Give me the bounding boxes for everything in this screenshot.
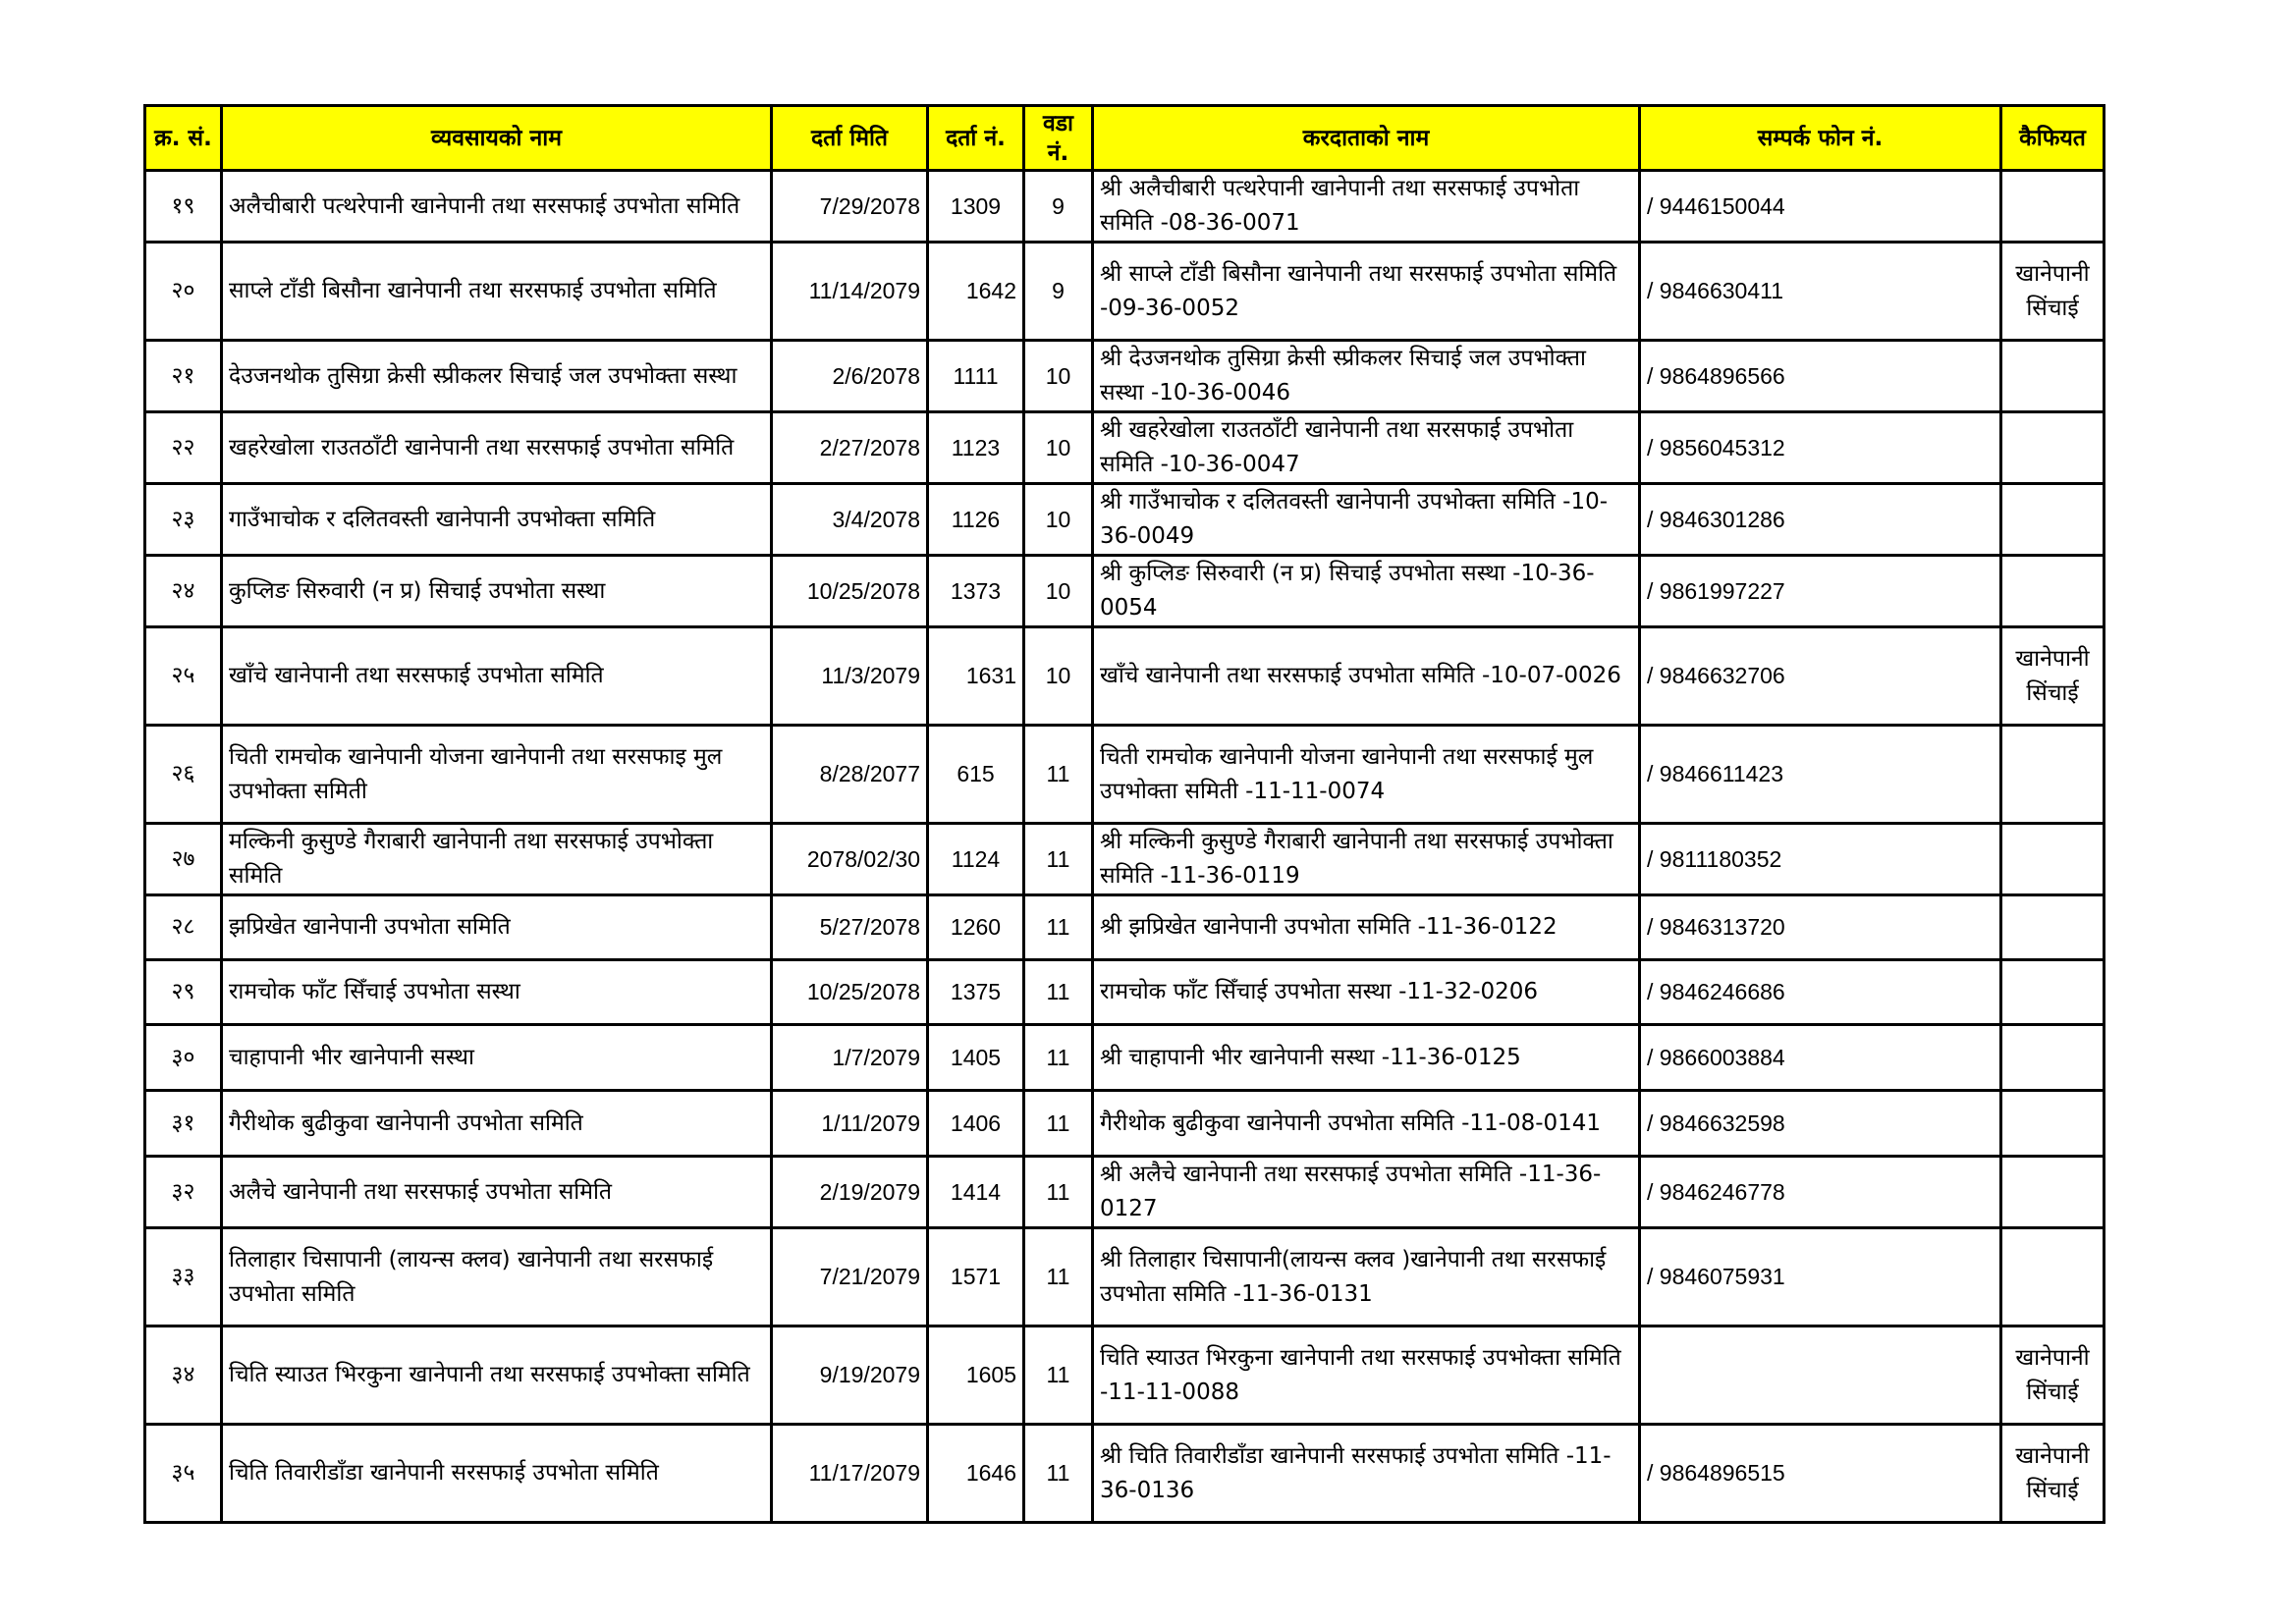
ward-number-cell: 10 xyxy=(1024,556,1093,627)
registration-date-cell: 7/29/2078 xyxy=(772,171,928,243)
taxpayer-name-cell: रामचोक फाँट सिँचाई उपभोता सस्था -11-32-0206 xyxy=(1093,960,1640,1025)
table-row xyxy=(145,243,2105,341)
business-name-cell: रामचोक फाँट सिँचाई उपभोता सस्था xyxy=(222,960,772,1025)
registration-date-cell: 2078/02/30 xyxy=(772,824,928,895)
serial-number-cell: २१ xyxy=(145,341,222,412)
taxpayer-name-cell: श्री देउजनथोक तुसिग्रा क्रेसी स्प्रीकलर सिचाई जल उपभोक्ता सस्था -10-36-0046 xyxy=(1093,341,1640,412)
remarks-cell xyxy=(2001,412,2105,484)
col-header-phone: सम्पर्क फोन नं. xyxy=(1640,106,2001,171)
registration-table xyxy=(143,104,2105,1524)
phone-cell: / 9864896515 xyxy=(1640,1425,2001,1523)
ward-number-cell: 10 xyxy=(1024,412,1093,484)
phone-cell: / 9811180352 xyxy=(1640,824,2001,895)
table-row xyxy=(145,412,2105,484)
table-row xyxy=(145,627,2105,726)
remarks-cell xyxy=(2001,1025,2105,1091)
table-row xyxy=(145,341,2105,412)
remarks-cell xyxy=(2001,726,2105,824)
registration-number-cell: 1405 xyxy=(928,1025,1024,1091)
serial-number-cell: ३३ xyxy=(145,1228,222,1326)
remarks-cell xyxy=(2001,171,2105,243)
taxpayer-name-cell: श्री खहरेखोला राउतठाँटी खानेपानी तथा सरसफाई उपभोता समिति -10-36-0047 xyxy=(1093,412,1640,484)
serial-number-cell: १९ xyxy=(145,171,222,243)
taxpayer-name-cell: श्री चाहापानी भीर खानेपानी सस्था -11-36-0125 xyxy=(1093,1025,1640,1091)
phone-cell xyxy=(1640,1326,2001,1425)
registration-date-cell: 10/25/2078 xyxy=(772,960,928,1025)
taxpayer-name-cell: श्री मल्किनी कुसुण्डे गैराबारी खानेपानी तथा सरसफाई उपभोक्ता समिति -11-36-0119 xyxy=(1093,824,1640,895)
table-row xyxy=(145,1425,2105,1523)
registration-number-cell: 1605 xyxy=(928,1326,1024,1425)
registration-number-cell: 1406 xyxy=(928,1091,1024,1157)
serial-number-cell: २३ xyxy=(145,484,222,556)
registration-number-cell: 1631 xyxy=(928,627,1024,726)
table-row xyxy=(145,895,2105,960)
remarks-cell xyxy=(2001,484,2105,556)
serial-number-cell: २७ xyxy=(145,824,222,895)
remarks-cell xyxy=(2001,341,2105,412)
serial-number-cell: ३५ xyxy=(145,1425,222,1523)
taxpayer-name-cell: श्री तिलाहार चिसापानी(लायन्स क्लव )खानेपानी तथा सरसफाई उपभोता समिति -11-36-0131 xyxy=(1093,1228,1640,1326)
ward-number-cell: 9 xyxy=(1024,171,1093,243)
registration-number-cell: 1571 xyxy=(928,1228,1024,1326)
registration-date-cell: 3/4/2078 xyxy=(772,484,928,556)
remarks-cell: खानेपानी सिंचाई xyxy=(2001,1425,2105,1523)
taxpayer-name-cell: खाँचे खानेपानी तथा सरसफाई उपभोता समिति -10-07-0026 xyxy=(1093,627,1640,726)
registration-date-cell: 11/14/2079 xyxy=(772,243,928,341)
phone-cell: / 9856045312 xyxy=(1640,412,2001,484)
remarks-cell: खानेपानी सिंचाई xyxy=(2001,243,2105,341)
business-name-cell: साप्ले टाँडी बिसौना खानेपानी तथा सरसफाई उपभोता समिति xyxy=(222,243,772,341)
remarks-cell xyxy=(2001,895,2105,960)
business-name-cell: चाहापानी भीर खानेपानी सस्था xyxy=(222,1025,772,1091)
registration-date-cell: 5/27/2078 xyxy=(772,895,928,960)
taxpayer-name-cell: श्री कुप्लिङ सिरुवारी (न प्र) सिचाई उपभोता सस्था -10-36-0054 xyxy=(1093,556,1640,627)
registration-number-cell: 1126 xyxy=(928,484,1024,556)
ward-number-cell: 11 xyxy=(1024,1228,1093,1326)
business-name-cell: चिति स्याउत भिरकुना खानेपानी तथा सरसफाई उपभोक्ता समिति xyxy=(222,1326,772,1425)
registration-date-cell: 2/6/2078 xyxy=(772,341,928,412)
phone-cell: / 9846075931 xyxy=(1640,1228,2001,1326)
table-row xyxy=(145,171,2105,243)
table-row xyxy=(145,1025,2105,1091)
registration-number-cell: 1642 xyxy=(928,243,1024,341)
col-header-sn: क्र. सं. xyxy=(145,106,222,171)
phone-cell: / 9846611423 xyxy=(1640,726,2001,824)
phone-cell: / 9846301286 xyxy=(1640,484,2001,556)
ward-number-cell: 11 xyxy=(1024,824,1093,895)
remarks-cell xyxy=(2001,1228,2105,1326)
registration-number-cell: 1373 xyxy=(928,556,1024,627)
registration-date-cell: 11/3/2079 xyxy=(772,627,928,726)
ward-number-cell: 11 xyxy=(1024,726,1093,824)
phone-cell: / 9846632598 xyxy=(1640,1091,2001,1157)
table-body xyxy=(145,171,2105,1523)
business-name-cell: देउजनथोक तुसिग्रा क्रेसी स्प्रीकलर सिचाई जल उपभोक्ता सस्था xyxy=(222,341,772,412)
col-header-reg-date: दर्ता मिति xyxy=(772,106,928,171)
remarks-cell: खानेपानी सिंचाई xyxy=(2001,627,2105,726)
serial-number-cell: २८ xyxy=(145,895,222,960)
ward-number-cell: 11 xyxy=(1024,1025,1093,1091)
business-name-cell: झप्रिखेत खानेपानी उपभोता समिति xyxy=(222,895,772,960)
ward-number-cell: 11 xyxy=(1024,1157,1093,1228)
taxpayer-name-cell: श्री अलैचे खानेपानी तथा सरसफाई उपभोता समिति -11-36-0127 xyxy=(1093,1157,1640,1228)
business-name-cell: खाँचे खानेपानी तथा सरसफाई उपभोता समिति xyxy=(222,627,772,726)
header-row xyxy=(145,106,2105,171)
phone-cell: / 9846246778 xyxy=(1640,1157,2001,1228)
table-row xyxy=(145,726,2105,824)
ward-number-cell: 11 xyxy=(1024,1425,1093,1523)
phone-cell: / 9864896566 xyxy=(1640,341,2001,412)
registration-date-cell: 8/28/2077 xyxy=(772,726,928,824)
business-name-cell: खहरेखोला राउतठाँटी खानेपानी तथा सरसफाई उपभोता समिति xyxy=(222,412,772,484)
registration-date-cell: 2/19/2079 xyxy=(772,1157,928,1228)
registration-number-cell: 1124 xyxy=(928,824,1024,895)
registration-number-cell: 1111 xyxy=(928,341,1024,412)
table-row xyxy=(145,824,2105,895)
registration-date-cell: 2/27/2078 xyxy=(772,412,928,484)
registration-number-cell: 1414 xyxy=(928,1157,1024,1228)
taxpayer-name-cell: चिती रामचोक खानेपानी योजना खानेपानी तथा सरसफाई मुल उपभोक्ता समिती -11-11-0074 xyxy=(1093,726,1640,824)
serial-number-cell: २५ xyxy=(145,627,222,726)
col-header-business-name: व्यवसायको नाम xyxy=(222,106,772,171)
business-name-cell: गैरीथोक बुढीकुवा खानेपानी उपभोता समिति xyxy=(222,1091,772,1157)
serial-number-cell: २६ xyxy=(145,726,222,824)
table-row xyxy=(145,1091,2105,1157)
ward-number-cell: 10 xyxy=(1024,341,1093,412)
col-header-ward: वडा नं. xyxy=(1024,106,1093,171)
table-row xyxy=(145,484,2105,556)
col-header-reg-no: दर्ता नं. xyxy=(928,106,1024,171)
table-row xyxy=(145,1326,2105,1425)
phone-cell: / 9446150044 xyxy=(1640,171,2001,243)
remarks-cell xyxy=(2001,1157,2105,1228)
phone-cell: / 9846632706 xyxy=(1640,627,2001,726)
business-name-cell: चिती रामचोक खानेपानी योजना खानेपानी तथा सरसफाइ मुल उपभोक्ता समिती xyxy=(222,726,772,824)
remarks-cell: खानेपानी सिंचाई xyxy=(2001,1326,2105,1425)
business-name-cell: अलैचे खानेपानी तथा सरसफाई उपभोता समिति xyxy=(222,1157,772,1228)
serial-number-cell: ३४ xyxy=(145,1326,222,1425)
business-name-cell: मल्किनी कुसुण्डे गैराबारी खानेपानी तथा सरसफाई उपभोक्ता समिति xyxy=(222,824,772,895)
taxpayer-name-cell: चिति स्याउत भिरकुना खानेपानी तथा सरसफाई उपभोक्ता समिति -11-11-0088 xyxy=(1093,1326,1640,1425)
business-name-cell: अलैचीबारी पत्थरेपानी खानेपानी तथा सरसफाई उपभोता समिति xyxy=(222,171,772,243)
business-name-cell: कुप्लिङ सिरुवारी (न प्र) सिचाई उपभोता सस्था xyxy=(222,556,772,627)
remarks-cell xyxy=(2001,824,2105,895)
ward-number-cell: 11 xyxy=(1024,895,1093,960)
serial-number-cell: २२ xyxy=(145,412,222,484)
ward-number-cell: 10 xyxy=(1024,484,1093,556)
ward-number-cell: 11 xyxy=(1024,960,1093,1025)
registration-date-cell: 10/25/2078 xyxy=(772,556,928,627)
phone-cell: / 9846630411 xyxy=(1640,243,2001,341)
phone-cell: / 9866003884 xyxy=(1640,1025,2001,1091)
registration-number-cell: 1375 xyxy=(928,960,1024,1025)
registration-date-cell: 1/11/2079 xyxy=(772,1091,928,1157)
serial-number-cell: ३२ xyxy=(145,1157,222,1228)
registration-number-cell: 1646 xyxy=(928,1425,1024,1523)
phone-cell: / 9861997227 xyxy=(1640,556,2001,627)
taxpayer-name-cell: गैरीथोक बुढीकुवा खानेपानी उपभोता समिति -11-08-0141 xyxy=(1093,1091,1640,1157)
serial-number-cell: ३१ xyxy=(145,1091,222,1157)
phone-cell: / 9846313720 xyxy=(1640,895,2001,960)
col-header-remarks: कैफियत xyxy=(2001,106,2105,171)
registration-number-cell: 1123 xyxy=(928,412,1024,484)
phone-cell: / 9846246686 xyxy=(1640,960,2001,1025)
taxpayer-name-cell: श्री अलैचीबारी पत्थरेपानी खानेपानी तथा सरसफाई उपभोता समिति -08-36-0071 xyxy=(1093,171,1640,243)
taxpayer-name-cell: श्री झप्रिखेत खानेपानी उपभोता समिति -11-36-0122 xyxy=(1093,895,1640,960)
serial-number-cell: २० xyxy=(145,243,222,341)
remarks-cell xyxy=(2001,960,2105,1025)
serial-number-cell: २४ xyxy=(145,556,222,627)
remarks-cell xyxy=(2001,556,2105,627)
remarks-cell xyxy=(2001,1091,2105,1157)
business-name-cell: गाउँभाचोक र दलितवस्ती खानेपानी उपभोक्ता समिति xyxy=(222,484,772,556)
taxpayer-name-cell: श्री गाउँभाचोक र दलितवस्ती खानेपानी उपभोक्ता समिति -10-36-0049 xyxy=(1093,484,1640,556)
table-row xyxy=(145,960,2105,1025)
registration-date-cell: 1/7/2079 xyxy=(772,1025,928,1091)
table-row xyxy=(145,1157,2105,1228)
ward-number-cell: 11 xyxy=(1024,1326,1093,1425)
ward-number-cell: 11 xyxy=(1024,1091,1093,1157)
registration-date-cell: 9/19/2079 xyxy=(772,1326,928,1425)
col-header-taxpayer: करदाताको नाम xyxy=(1093,106,1640,171)
table-row xyxy=(145,556,2105,627)
serial-number-cell: २९ xyxy=(145,960,222,1025)
registration-date-cell: 11/17/2079 xyxy=(772,1425,928,1523)
table-row xyxy=(145,1228,2105,1326)
ward-number-cell: 10 xyxy=(1024,627,1093,726)
registration-date-cell: 7/21/2079 xyxy=(772,1228,928,1326)
ward-number-cell: 9 xyxy=(1024,243,1093,341)
serial-number-cell: ३० xyxy=(145,1025,222,1091)
business-name-cell: चिति तिवारीडाँडा खानेपानी सरसफाई उपभोता समिति xyxy=(222,1425,772,1523)
registration-number-cell: 615 xyxy=(928,726,1024,824)
registration-number-cell: 1260 xyxy=(928,895,1024,960)
taxpayer-name-cell: श्री साप्ले टाँडी बिसौना खानेपानी तथा सरसफाई उपभोता समिति -09-36-0052 xyxy=(1093,243,1640,341)
taxpayer-name-cell: श्री चिति तिवारीडाँडा खानेपानी सरसफाई उपभोता समिति -11-36-0136 xyxy=(1093,1425,1640,1523)
business-name-cell: तिलाहार चिसापानी (लायन्स क्लव) खानेपानी तथा सरसफाई उपभोता समिति xyxy=(222,1228,772,1326)
registration-number-cell: 1309 xyxy=(928,171,1024,243)
